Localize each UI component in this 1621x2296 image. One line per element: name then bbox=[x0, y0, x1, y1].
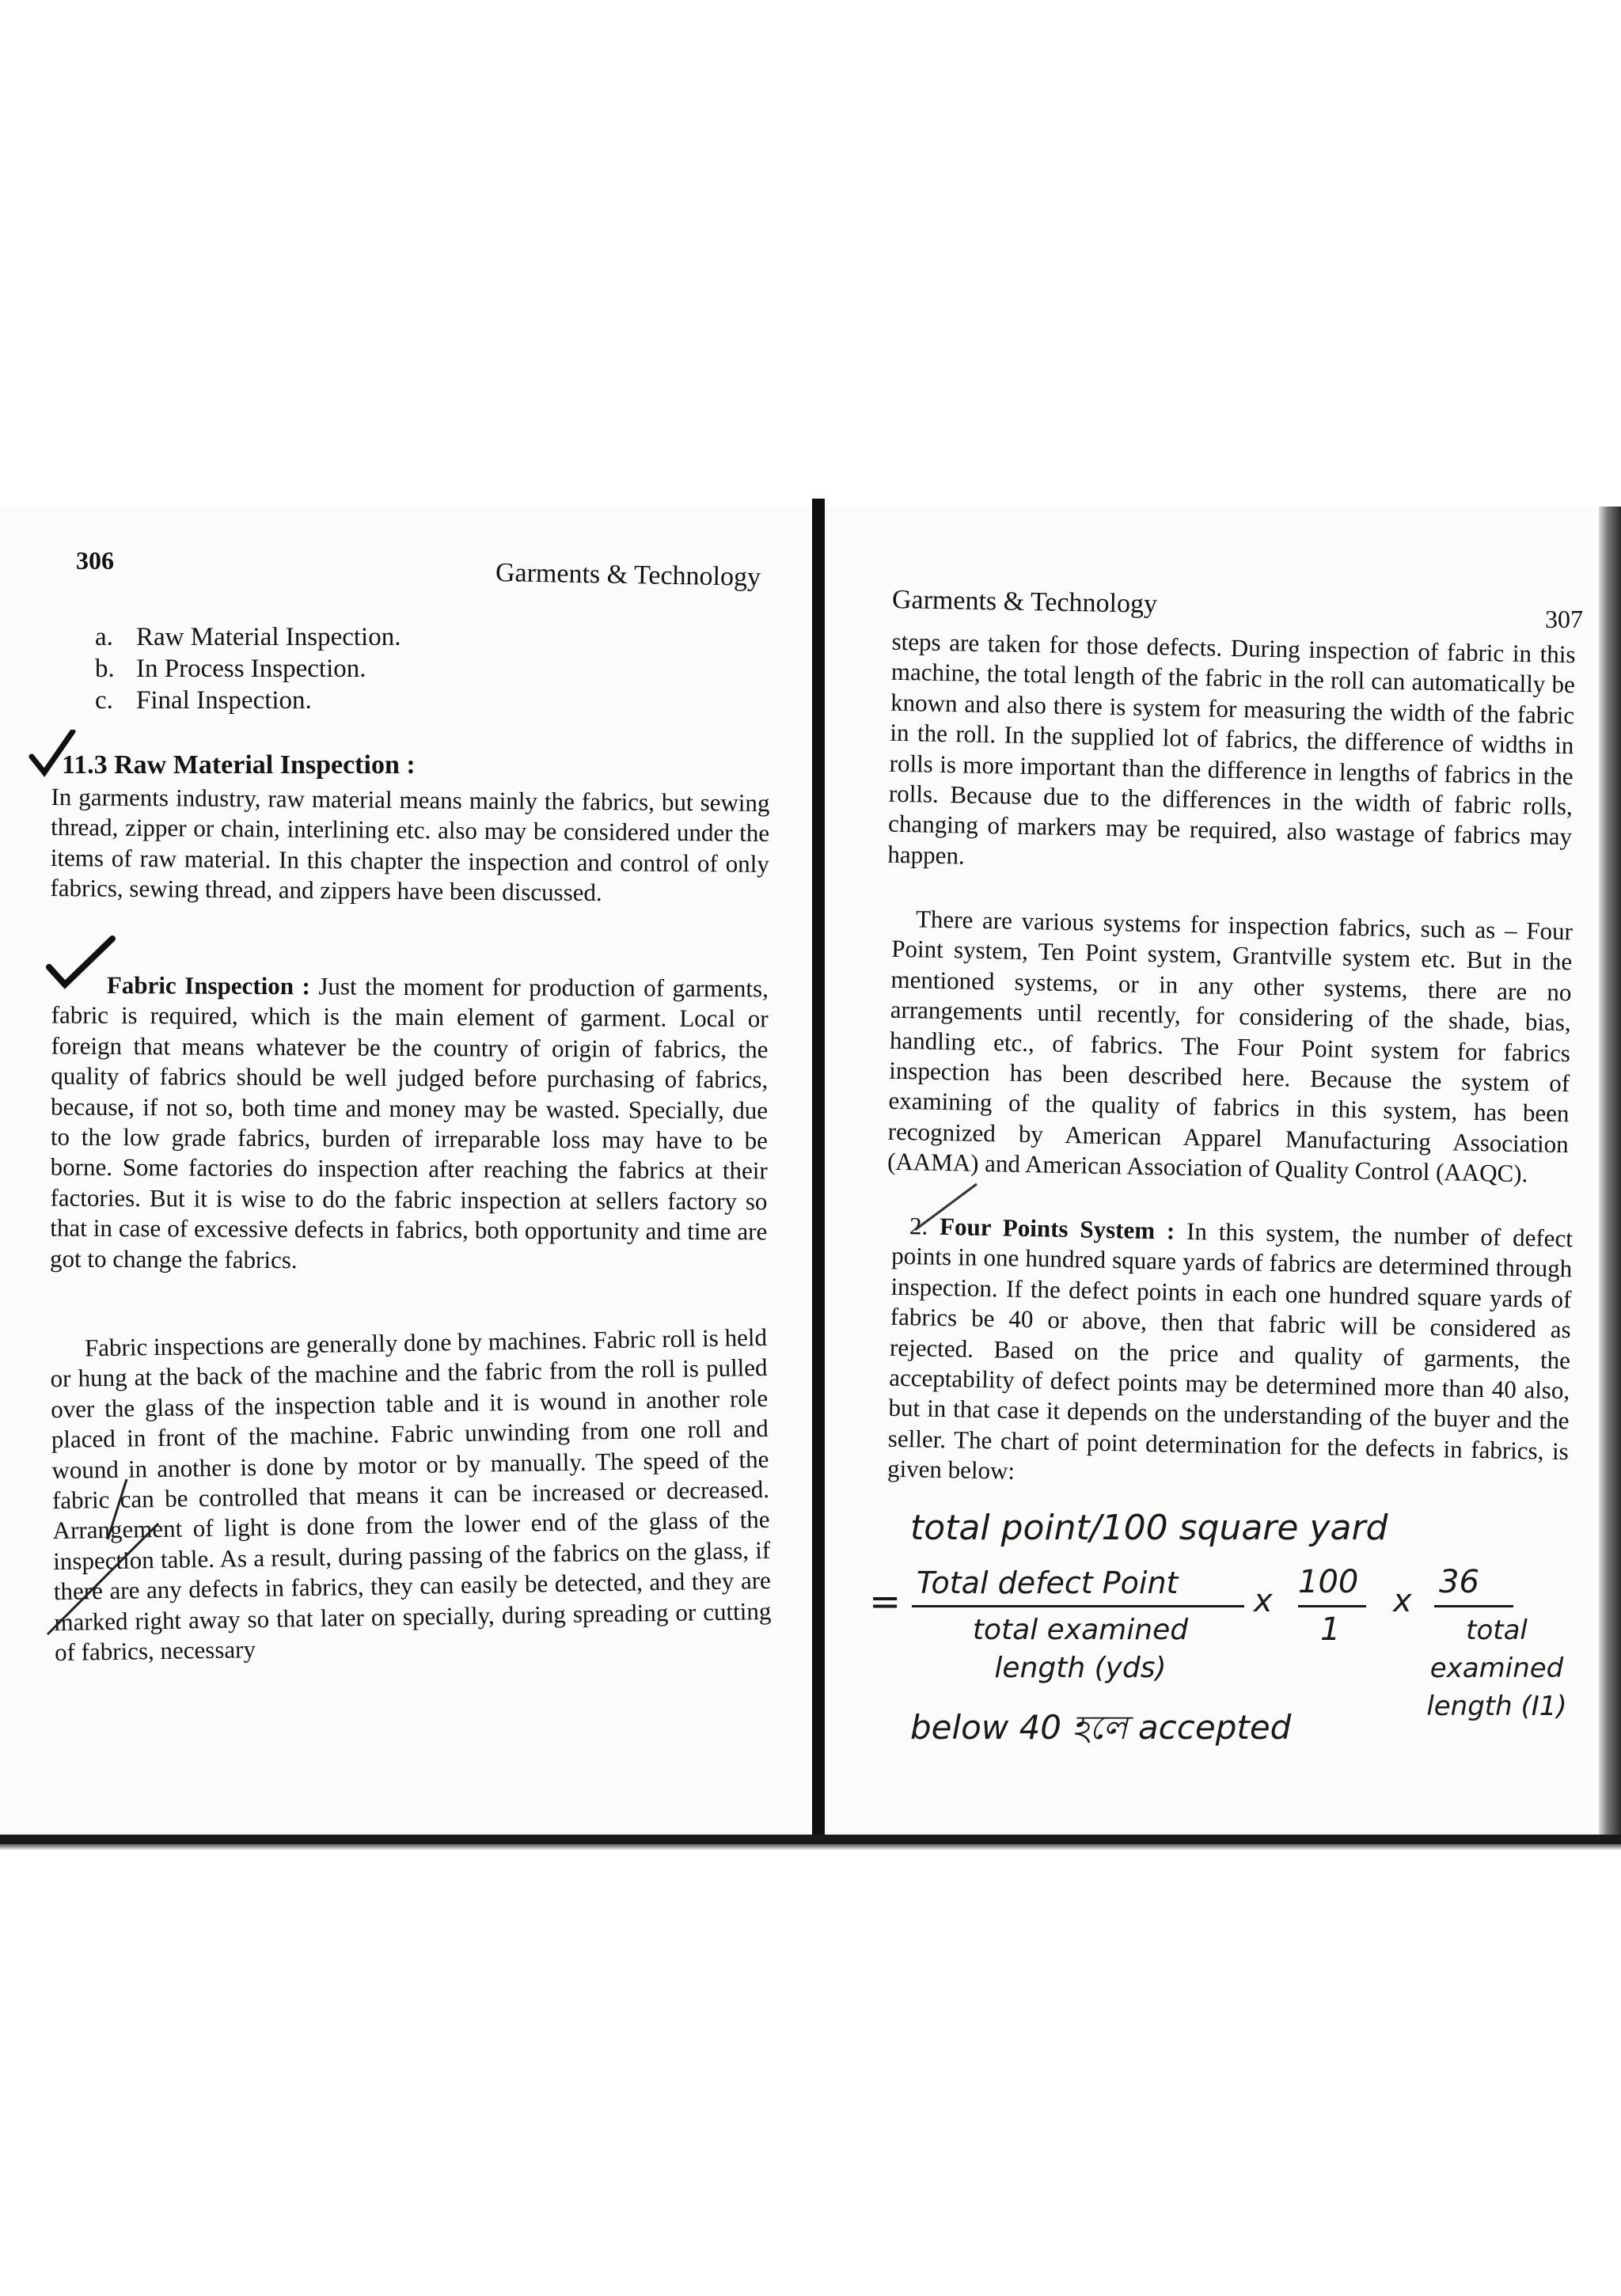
handwritten-denominator-3: total examined length (I1) bbox=[1426, 1615, 1567, 1722]
handwritten-times-1: x bbox=[1254, 1583, 1273, 1619]
systems-paragraph: There are various systems for inspection fabrics, such as – Four Point system, Ten Point system, Grantville system etc. But in the mentioned systems, or in any other systems, there are no arrangements until recently, for considering of the shade, bias, handling etc., of fabrics. The Four Point system for fabrics inspection has been described here. Because the system of examining of the quality of fabrics in this system, has been recognized by American Apparel Manufacturing Association (AAMA) and American Association of Quality Control (AAQC). bbox=[886, 905, 1574, 1188]
left-running-header: Garments & Technology bbox=[495, 558, 761, 592]
four-points-marker: 2. bbox=[909, 1212, 928, 1240]
four-points-title: Four Points System : bbox=[939, 1212, 1175, 1245]
fabric-inspection-paragraph bbox=[50, 970, 769, 1278]
machines-paragraph: Fabric inspections are generally done by machines. Fabric roll is held or hung at the back of the machine and the fabric from the roll is pulled over the glass of the inspection table and it is wound in another role placed in front of the machine. Fabric unwinding from one roll and wound in another is done by motor or by manually. The speed of the fabric can be controlled that means it can be increased or decreased. Arrangement of light is done from the lower end of the glass of the inspection table. As a result, during passing of the fabrics on the glass, if there are any defects in fabrics, they can easily be detected, and they are marked right away so that later on specially, during spreading or cutting of fabrics, necessary bbox=[50, 1323, 772, 1667]
right-page-number: 307 bbox=[1545, 605, 1583, 633]
handwritten-formula-title: total point/100 square yard bbox=[910, 1508, 1388, 1548]
handwritten-numerator-2: 100 bbox=[1298, 1564, 1359, 1600]
handwritten-numerator-1: Total defect Point bbox=[917, 1565, 1179, 1600]
handwritten-times-2: x bbox=[1393, 1583, 1412, 1619]
inspection-type-list bbox=[95, 621, 401, 716]
left-page-number: 306 bbox=[76, 546, 114, 575]
fabric-inspection-text: Just the moment for production of garments, fabric is required, which is the main element of garment. Local or foreign that means whatever be the country of origin of fabrics, the quality of fabrics should be well judged before purchasing of fabrics, because, if not so, both time and money may be wasted. Specially, due to the low grade fabrics, burden of irreparable loss may have to be borne. Some factories do inspection after reaching the fabrics at their factories. But it is wise to do the fabric inspection at sellers factory so that in case of excessive defects in fabrics, both opportunity and time are got to change the fabrics. bbox=[50, 972, 769, 1273]
intro-paragraph: In garments industry, raw material means mainly the fabrics, but sewing thread, zipper or chain, interlining etc. also may be considered under the items of raw material. In this chapter the inspection and control of only fabrics, sewing thread, and zippers have been discussed. bbox=[50, 783, 770, 907]
handwritten-equals: = bbox=[869, 1580, 902, 1624]
handwritten-numerator-3: 36 bbox=[1439, 1564, 1479, 1600]
section-heading: 11.3 Raw Material Inspection : bbox=[62, 750, 416, 780]
four-points-paragraph bbox=[887, 1211, 1573, 1497]
fabric-inspection-title: Fabric Inspection : bbox=[106, 970, 310, 1000]
pen-stroke-marks bbox=[910, 1179, 981, 1235]
continuation-paragraph: steps are taken for those defects. During inspection of fabric in this machine, the total length of the fabric in the roll can automatically be known and also there is system for measuring the width of the fabric in the roll. In the supplied lot of fabrics, the difference of widths in rolls is more important than the difference in lengths of fabrics in the rolls. Because due to the differences in the width of fabric rolls, changing of markers may be required, also wastage of fabrics may happen. bbox=[887, 627, 1576, 870]
list-item: c. Final Inspection. bbox=[95, 686, 312, 715]
page-edge-shadow bbox=[1599, 507, 1621, 1844]
list-item: a. Raw Material Inspection. bbox=[95, 623, 401, 651]
fraction-bar bbox=[912, 1605, 1244, 1607]
handwritten-denominator-2: 1 bbox=[1320, 1611, 1341, 1648]
list-item: b. In Process Inspection. bbox=[95, 655, 366, 683]
bottom-edge-fade bbox=[0, 1844, 1621, 1850]
right-running-header: Garments & Technology bbox=[891, 585, 1158, 619]
fraction-bar bbox=[1434, 1605, 1513, 1607]
bottom-edge-shadow bbox=[0, 1835, 1621, 1844]
handwritten-note: below 40 হলে accepted bbox=[910, 1708, 1292, 1747]
fraction-bar bbox=[1298, 1605, 1366, 1607]
book-spine bbox=[812, 499, 825, 1844]
pen-stroke-marks bbox=[32, 1476, 190, 1642]
handwritten-denominator-1: total examined length (yds) bbox=[972, 1614, 1189, 1684]
four-points-text: In this system, the number of defect points in one hundred square yards of fabrics are determined through inspection. If the defect points in each one hundred square yards of fabrics be 40 or above, then that fabric will be considered as rejected. Based on the price and quality of garments, the acceptability of defect points may be determined more than 40 also, but in that case it depends on the understanding of the buyer and the seller. The chart of point determination for the defects in fabrics, is given below: bbox=[886, 1216, 1574, 1486]
